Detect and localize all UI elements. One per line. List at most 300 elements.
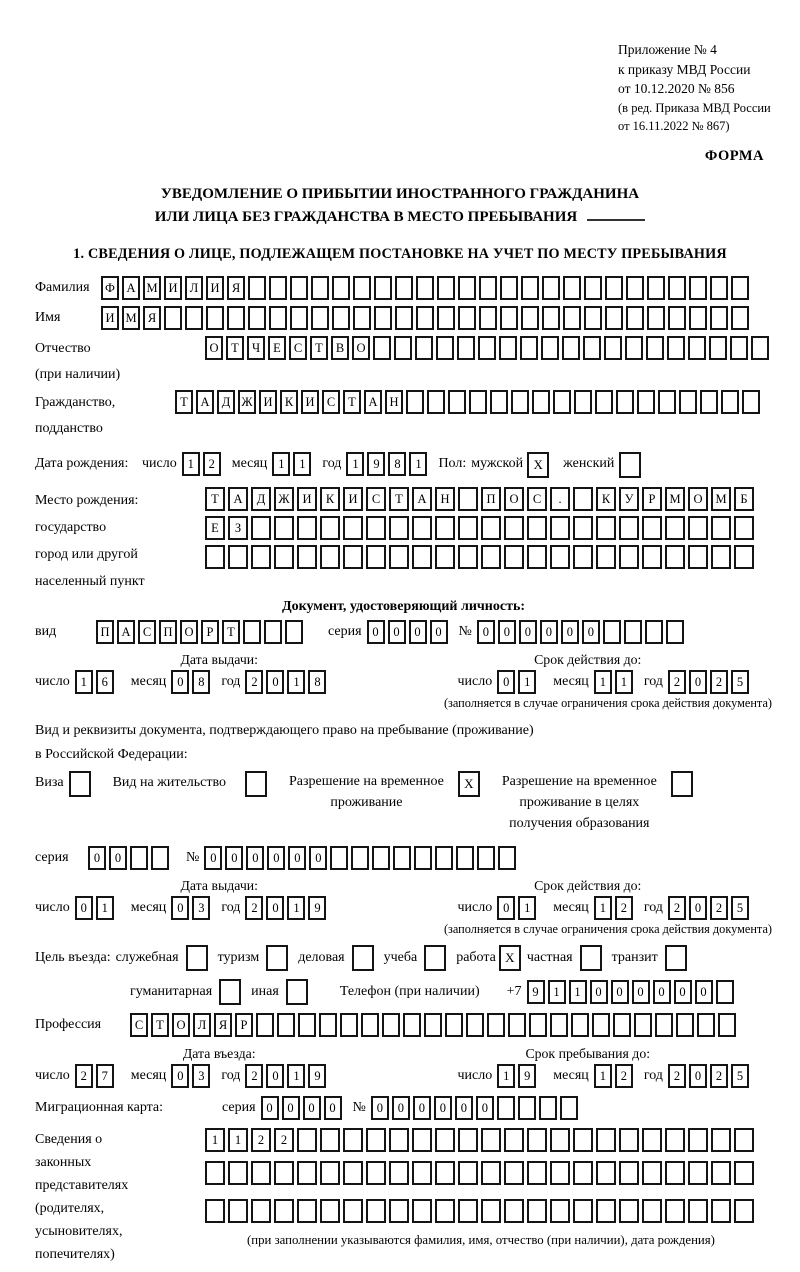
char-cell[interactable]: 0 xyxy=(388,620,406,644)
char-cell[interactable]: 0 xyxy=(674,980,692,1004)
char-cell[interactable] xyxy=(445,1013,463,1037)
char-cell[interactable]: 0 xyxy=(371,1096,389,1120)
representatives-row2-input[interactable] xyxy=(205,1161,757,1185)
char-cell[interactable]: 9 xyxy=(527,980,545,1004)
char-cell[interactable]: Д xyxy=(217,390,235,414)
char-cell[interactable] xyxy=(731,276,749,300)
char-cell[interactable]: 2 xyxy=(245,1064,263,1088)
char-cell[interactable] xyxy=(274,545,294,569)
char-cell[interactable] xyxy=(469,390,487,414)
residence-issue-day-input[interactable] xyxy=(75,896,117,920)
char-cell[interactable] xyxy=(251,516,271,540)
char-cell[interactable]: 0 xyxy=(540,620,558,644)
char-cell[interactable]: 0 xyxy=(561,620,579,644)
char-cell[interactable] xyxy=(481,545,501,569)
char-cell[interactable] xyxy=(711,1199,731,1223)
char-cell[interactable]: 1 xyxy=(548,980,566,1004)
char-cell[interactable]: М xyxy=(665,487,685,511)
char-cell[interactable] xyxy=(297,545,317,569)
char-cell[interactable] xyxy=(604,336,622,360)
char-cell[interactable]: 1 xyxy=(569,980,587,1004)
sex-male-checkbox[interactable]: X xyxy=(527,452,549,478)
char-cell[interactable] xyxy=(721,390,739,414)
char-cell[interactable] xyxy=(498,846,516,870)
char-cell[interactable]: 1 xyxy=(518,670,536,694)
char-cell[interactable] xyxy=(353,306,371,330)
char-cell[interactable] xyxy=(539,1096,557,1120)
char-cell[interactable] xyxy=(264,620,282,644)
char-cell[interactable]: 3 xyxy=(192,1064,210,1088)
representatives-row1-input[interactable] xyxy=(205,1128,757,1152)
char-cell[interactable]: Я xyxy=(143,306,161,330)
char-cell[interactable]: 1 xyxy=(228,1128,248,1152)
char-cell[interactable]: 2 xyxy=(203,452,221,476)
char-cell[interactable] xyxy=(642,545,662,569)
char-cell[interactable] xyxy=(734,1199,754,1223)
char-cell[interactable] xyxy=(583,336,601,360)
char-cell[interactable] xyxy=(688,1161,708,1185)
char-cell[interactable] xyxy=(500,306,518,330)
char-cell[interactable] xyxy=(716,980,734,1004)
char-cell[interactable] xyxy=(343,1199,363,1223)
char-cell[interactable] xyxy=(521,276,539,300)
char-cell[interactable] xyxy=(412,545,432,569)
char-cell[interactable] xyxy=(711,1128,731,1152)
char-cell[interactable]: Б xyxy=(734,487,754,511)
char-cell[interactable] xyxy=(466,1013,484,1037)
char-cell[interactable] xyxy=(290,306,308,330)
char-cell[interactable] xyxy=(573,516,593,540)
char-cell[interactable]: М xyxy=(122,306,140,330)
doc-validity-month-input[interactable] xyxy=(594,670,636,694)
mk-number-input[interactable] xyxy=(371,1096,581,1120)
char-cell[interactable] xyxy=(248,306,266,330)
char-cell[interactable]: . xyxy=(550,487,570,511)
char-cell[interactable]: С xyxy=(322,390,340,414)
char-cell[interactable] xyxy=(700,390,718,414)
char-cell[interactable] xyxy=(553,390,571,414)
char-cell[interactable] xyxy=(395,306,413,330)
char-cell[interactable]: З xyxy=(228,516,248,540)
char-cell[interactable] xyxy=(711,545,731,569)
char-cell[interactable] xyxy=(679,390,697,414)
char-cell[interactable] xyxy=(511,390,529,414)
char-cell[interactable] xyxy=(151,846,169,870)
purpose-study-checkbox[interactable] xyxy=(424,945,446,971)
char-cell[interactable]: В xyxy=(331,336,349,360)
char-cell[interactable] xyxy=(571,1013,589,1037)
char-cell[interactable]: Ч xyxy=(247,336,265,360)
char-cell[interactable] xyxy=(274,516,294,540)
char-cell[interactable] xyxy=(550,1199,570,1223)
char-cell[interactable] xyxy=(298,1013,316,1037)
stay-year-input[interactable] xyxy=(668,1064,752,1088)
purpose-private-checkbox[interactable] xyxy=(580,945,602,971)
char-cell[interactable]: 2 xyxy=(710,670,728,694)
char-cell[interactable] xyxy=(504,1161,524,1185)
char-cell[interactable] xyxy=(361,1013,379,1037)
temp-permit-checkbox[interactable]: X xyxy=(458,771,480,797)
mk-series-input[interactable] xyxy=(261,1096,345,1120)
char-cell[interactable] xyxy=(490,390,508,414)
char-cell[interactable] xyxy=(274,1199,294,1223)
char-cell[interactable] xyxy=(435,1199,455,1223)
char-cell[interactable] xyxy=(403,1013,421,1037)
purpose-humanitarian-checkbox[interactable] xyxy=(219,979,241,1005)
char-cell[interactable] xyxy=(751,336,769,360)
char-cell[interactable] xyxy=(504,1128,524,1152)
char-cell[interactable] xyxy=(665,1199,685,1223)
char-cell[interactable]: И xyxy=(343,487,363,511)
char-cell[interactable] xyxy=(481,516,501,540)
char-cell[interactable] xyxy=(436,336,454,360)
doc-validity-day-input[interactable] xyxy=(497,670,539,694)
char-cell[interactable] xyxy=(518,1096,536,1120)
char-cell[interactable]: О xyxy=(172,1013,190,1037)
char-cell[interactable]: 0 xyxy=(392,1096,410,1120)
char-cell[interactable]: К xyxy=(280,390,298,414)
char-cell[interactable]: 1 xyxy=(615,670,633,694)
char-cell[interactable] xyxy=(731,306,749,330)
char-cell[interactable] xyxy=(688,545,708,569)
char-cell[interactable]: И xyxy=(164,276,182,300)
char-cell[interactable]: 0 xyxy=(266,1064,284,1088)
char-cell[interactable] xyxy=(343,516,363,540)
char-cell[interactable]: А xyxy=(196,390,214,414)
char-cell[interactable] xyxy=(311,276,329,300)
char-cell[interactable]: 0 xyxy=(204,846,222,870)
char-cell[interactable] xyxy=(435,516,455,540)
residence-issue-year-input[interactable] xyxy=(245,896,329,920)
char-cell[interactable]: 0 xyxy=(409,620,427,644)
char-cell[interactable]: 0 xyxy=(689,1064,707,1088)
char-cell[interactable] xyxy=(435,846,453,870)
char-cell[interactable] xyxy=(592,1013,610,1037)
char-cell[interactable] xyxy=(563,306,581,330)
char-cell[interactable] xyxy=(646,336,664,360)
char-cell[interactable] xyxy=(596,516,616,540)
char-cell[interactable]: Н xyxy=(435,487,455,511)
char-cell[interactable] xyxy=(550,1161,570,1185)
char-cell[interactable] xyxy=(251,545,271,569)
char-cell[interactable]: Т xyxy=(310,336,328,360)
char-cell[interactable]: 0 xyxy=(225,846,243,870)
sex-female-checkbox[interactable] xyxy=(619,452,641,478)
residence-validity-month-input[interactable] xyxy=(594,896,636,920)
char-cell[interactable] xyxy=(478,336,496,360)
char-cell[interactable]: 1 xyxy=(272,452,290,476)
purpose-tourism-checkbox[interactable] xyxy=(266,945,288,971)
char-cell[interactable]: 1 xyxy=(346,452,364,476)
char-cell[interactable] xyxy=(320,516,340,540)
char-cell[interactable] xyxy=(665,545,685,569)
char-cell[interactable] xyxy=(320,1161,340,1185)
char-cell[interactable]: М xyxy=(711,487,731,511)
char-cell[interactable] xyxy=(297,1199,317,1223)
char-cell[interactable] xyxy=(457,336,475,360)
char-cell[interactable] xyxy=(500,276,518,300)
char-cell[interactable]: 0 xyxy=(261,1096,279,1120)
char-cell[interactable]: 2 xyxy=(615,1064,633,1088)
char-cell[interactable] xyxy=(269,276,287,300)
char-cell[interactable] xyxy=(366,545,386,569)
purpose-other-checkbox[interactable] xyxy=(286,979,308,1005)
char-cell[interactable]: 1 xyxy=(75,670,93,694)
char-cell[interactable]: 0 xyxy=(413,1096,431,1120)
char-cell[interactable]: Л xyxy=(185,276,203,300)
char-cell[interactable] xyxy=(527,1128,547,1152)
char-cell[interactable] xyxy=(625,336,643,360)
char-cell[interactable]: Я xyxy=(214,1013,232,1037)
char-cell[interactable]: 0 xyxy=(171,670,189,694)
char-cell[interactable] xyxy=(437,306,455,330)
char-cell[interactable] xyxy=(710,276,728,300)
char-cell[interactable]: 0 xyxy=(88,846,106,870)
char-cell[interactable] xyxy=(734,1161,754,1185)
char-cell[interactable]: 0 xyxy=(476,1096,494,1120)
char-cell[interactable]: А xyxy=(117,620,135,644)
char-cell[interactable]: О xyxy=(688,487,708,511)
char-cell[interactable] xyxy=(395,276,413,300)
char-cell[interactable] xyxy=(626,276,644,300)
char-cell[interactable] xyxy=(487,1013,505,1037)
char-cell[interactable] xyxy=(458,306,476,330)
char-cell[interactable] xyxy=(642,1161,662,1185)
char-cell[interactable] xyxy=(666,620,684,644)
char-cell[interactable] xyxy=(332,306,350,330)
doc-issue-day-input[interactable] xyxy=(75,670,117,694)
char-cell[interactable] xyxy=(366,1199,386,1223)
char-cell[interactable] xyxy=(389,516,409,540)
char-cell[interactable] xyxy=(205,545,225,569)
char-cell[interactable] xyxy=(458,1199,478,1223)
char-cell[interactable] xyxy=(297,1128,317,1152)
char-cell[interactable] xyxy=(353,276,371,300)
char-cell[interactable] xyxy=(374,306,392,330)
stay-month-input[interactable] xyxy=(594,1064,636,1088)
char-cell[interactable]: Е xyxy=(268,336,286,360)
char-cell[interactable] xyxy=(427,390,445,414)
char-cell[interactable] xyxy=(718,1013,736,1037)
char-cell[interactable] xyxy=(688,516,708,540)
char-cell[interactable] xyxy=(458,1128,478,1152)
char-cell[interactable] xyxy=(458,276,476,300)
char-cell[interactable]: 2 xyxy=(75,1064,93,1088)
char-cell[interactable]: Д xyxy=(251,487,271,511)
char-cell[interactable] xyxy=(574,390,592,414)
char-cell[interactable] xyxy=(550,516,570,540)
char-cell[interactable] xyxy=(164,306,182,330)
residence-series-input[interactable] xyxy=(88,846,172,870)
char-cell[interactable] xyxy=(734,516,754,540)
char-cell[interactable]: 0 xyxy=(632,980,650,1004)
char-cell[interactable] xyxy=(619,1128,639,1152)
char-cell[interactable] xyxy=(499,336,517,360)
char-cell[interactable] xyxy=(550,545,570,569)
char-cell[interactable]: 0 xyxy=(367,620,385,644)
char-cell[interactable] xyxy=(688,1199,708,1223)
char-cell[interactable]: 5 xyxy=(731,1064,749,1088)
char-cell[interactable] xyxy=(658,390,676,414)
char-cell[interactable] xyxy=(343,1128,363,1152)
char-cell[interactable] xyxy=(458,487,478,511)
char-cell[interactable] xyxy=(605,306,623,330)
char-cell[interactable]: Я xyxy=(227,276,245,300)
char-cell[interactable] xyxy=(366,1128,386,1152)
char-cell[interactable] xyxy=(435,1161,455,1185)
char-cell[interactable]: Л xyxy=(193,1013,211,1037)
char-cell[interactable] xyxy=(382,1013,400,1037)
char-cell[interactable] xyxy=(412,516,432,540)
char-cell[interactable]: 0 xyxy=(266,670,284,694)
char-cell[interactable] xyxy=(416,276,434,300)
char-cell[interactable] xyxy=(676,1013,694,1037)
char-cell[interactable]: 1 xyxy=(293,452,311,476)
char-cell[interactable] xyxy=(550,1013,568,1037)
char-cell[interactable] xyxy=(642,516,662,540)
char-cell[interactable] xyxy=(277,1013,295,1037)
char-cell[interactable]: 3 xyxy=(192,896,210,920)
char-cell[interactable] xyxy=(521,306,539,330)
char-cell[interactable] xyxy=(595,390,613,414)
char-cell[interactable]: 2 xyxy=(668,896,686,920)
char-cell[interactable] xyxy=(542,306,560,330)
residence-issue-month-input[interactable] xyxy=(171,896,213,920)
char-cell[interactable]: 0 xyxy=(171,896,189,920)
char-cell[interactable] xyxy=(228,545,248,569)
char-cell[interactable]: 0 xyxy=(75,896,93,920)
purpose-work-checkbox[interactable]: X xyxy=(499,945,521,971)
char-cell[interactable]: 0 xyxy=(590,980,608,1004)
char-cell[interactable]: 0 xyxy=(477,620,495,644)
char-cell[interactable]: П xyxy=(96,620,114,644)
char-cell[interactable]: 5 xyxy=(731,670,749,694)
char-cell[interactable]: 0 xyxy=(303,1096,321,1120)
char-cell[interactable] xyxy=(665,516,685,540)
char-cell[interactable]: 2 xyxy=(668,1064,686,1088)
doc-number-input[interactable] xyxy=(477,620,687,644)
char-cell[interactable] xyxy=(619,1199,639,1223)
char-cell[interactable] xyxy=(508,1013,526,1037)
doc-issue-month-input[interactable] xyxy=(171,670,213,694)
char-cell[interactable]: У xyxy=(619,487,639,511)
char-cell[interactable]: С xyxy=(138,620,156,644)
char-cell[interactable]: С xyxy=(366,487,386,511)
char-cell[interactable]: О xyxy=(352,336,370,360)
char-cell[interactable] xyxy=(366,516,386,540)
char-cell[interactable]: Е xyxy=(205,516,225,540)
char-cell[interactable]: 0 xyxy=(324,1096,342,1120)
birth-place-row3-input[interactable] xyxy=(205,545,757,569)
char-cell[interactable]: 1 xyxy=(518,896,536,920)
char-cell[interactable]: 0 xyxy=(497,896,515,920)
char-cell[interactable] xyxy=(596,545,616,569)
char-cell[interactable]: 0 xyxy=(267,846,285,870)
char-cell[interactable] xyxy=(269,306,287,330)
char-cell[interactable] xyxy=(542,276,560,300)
visa-checkbox[interactable] xyxy=(69,771,91,797)
char-cell[interactable] xyxy=(655,1013,673,1037)
char-cell[interactable] xyxy=(343,545,363,569)
char-cell[interactable]: Т xyxy=(205,487,225,511)
representatives-row3-input[interactable] xyxy=(205,1199,757,1223)
char-cell[interactable] xyxy=(297,1161,317,1185)
char-cell[interactable] xyxy=(634,1013,652,1037)
char-cell[interactable] xyxy=(435,545,455,569)
char-cell[interactable]: Н xyxy=(385,390,403,414)
char-cell[interactable]: 0 xyxy=(689,670,707,694)
char-cell[interactable] xyxy=(689,306,707,330)
char-cell[interactable] xyxy=(206,306,224,330)
char-cell[interactable] xyxy=(497,1096,515,1120)
char-cell[interactable]: 1 xyxy=(287,1064,305,1088)
char-cell[interactable] xyxy=(481,1161,501,1185)
char-cell[interactable]: 0 xyxy=(695,980,713,1004)
char-cell[interactable] xyxy=(415,336,433,360)
char-cell[interactable]: А xyxy=(122,276,140,300)
char-cell[interactable]: О xyxy=(180,620,198,644)
char-cell[interactable]: 2 xyxy=(615,896,633,920)
entry-month-input[interactable] xyxy=(171,1064,213,1088)
char-cell[interactable]: 0 xyxy=(582,620,600,644)
edu-permit-checkbox[interactable] xyxy=(671,771,693,797)
char-cell[interactable]: К xyxy=(320,487,340,511)
char-cell[interactable] xyxy=(412,1161,432,1185)
char-cell[interactable]: О xyxy=(504,487,524,511)
char-cell[interactable]: Р xyxy=(201,620,219,644)
char-cell[interactable]: Ж xyxy=(274,487,294,511)
char-cell[interactable]: 1 xyxy=(205,1128,225,1152)
char-cell[interactable] xyxy=(616,390,634,414)
char-cell[interactable] xyxy=(605,276,623,300)
char-cell[interactable] xyxy=(637,390,655,414)
char-cell[interactable] xyxy=(504,516,524,540)
char-cell[interactable]: 0 xyxy=(171,1064,189,1088)
char-cell[interactable]: А xyxy=(364,390,382,414)
char-cell[interactable] xyxy=(527,516,547,540)
char-cell[interactable] xyxy=(251,1199,271,1223)
char-cell[interactable]: К xyxy=(596,487,616,511)
char-cell[interactable] xyxy=(642,1199,662,1223)
char-cell[interactable] xyxy=(205,1199,225,1223)
char-cell[interactable]: 2 xyxy=(251,1128,271,1152)
char-cell[interactable]: П xyxy=(481,487,501,511)
char-cell[interactable] xyxy=(584,306,602,330)
char-cell[interactable] xyxy=(562,336,580,360)
surname-input[interactable] xyxy=(101,276,752,300)
char-cell[interactable] xyxy=(573,1161,593,1185)
char-cell[interactable] xyxy=(668,276,686,300)
char-cell[interactable] xyxy=(343,1161,363,1185)
char-cell[interactable] xyxy=(742,390,760,414)
char-cell[interactable]: И xyxy=(101,306,119,330)
patronymic-input[interactable] xyxy=(205,336,772,360)
char-cell[interactable] xyxy=(527,545,547,569)
char-cell[interactable] xyxy=(456,846,474,870)
char-cell[interactable] xyxy=(596,1128,616,1152)
char-cell[interactable]: П xyxy=(159,620,177,644)
char-cell[interactable] xyxy=(527,1161,547,1185)
char-cell[interactable]: 5 xyxy=(731,896,749,920)
char-cell[interactable]: М xyxy=(143,276,161,300)
char-cell[interactable] xyxy=(373,336,391,360)
residence-number-input[interactable] xyxy=(204,846,519,870)
char-cell[interactable] xyxy=(330,846,348,870)
char-cell[interactable]: 1 xyxy=(409,452,427,476)
char-cell[interactable]: Ф xyxy=(101,276,119,300)
char-cell[interactable] xyxy=(619,516,639,540)
char-cell[interactable] xyxy=(393,846,411,870)
